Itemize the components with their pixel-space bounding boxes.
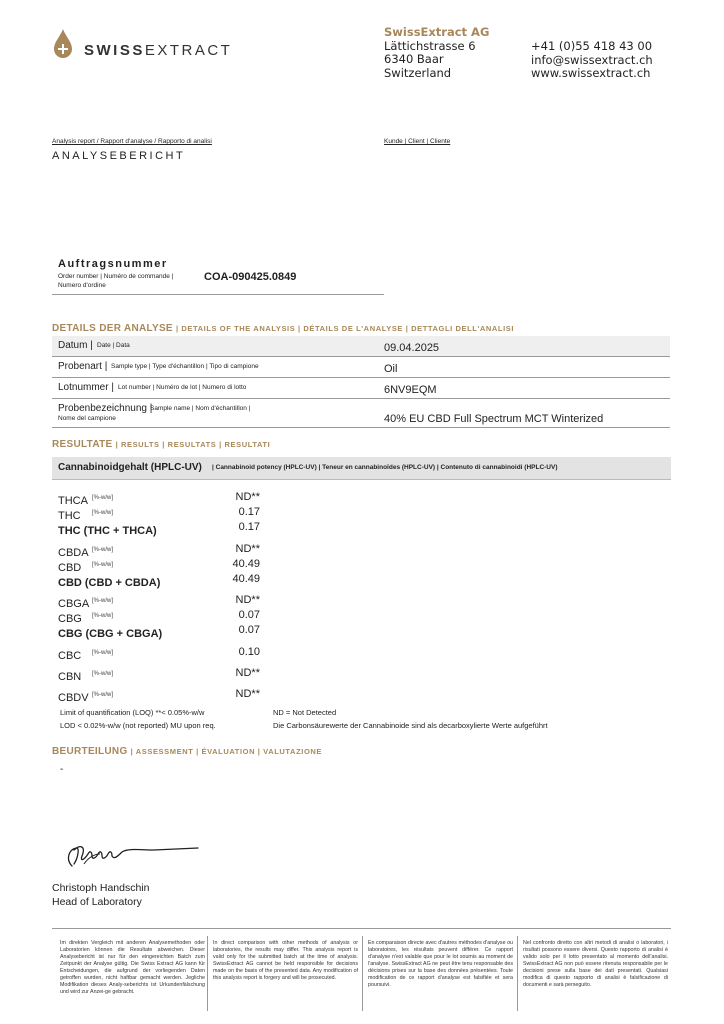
result-row: CBD (CBD + CBDA) 40.49 [58,573,260,589]
result-row: CBG [%-w/w] 0.07 [58,609,260,625]
report-title: ANALYSEBERICHT [52,150,186,162]
company-email: info@swissextract.ch [531,52,653,67]
order-block [52,258,384,295]
company-logo [52,28,252,64]
details-row-sample-type: Probenart | Sample type | Type d'échantillon | Tipo di campione Oil [52,357,670,378]
report-label: Analysis report / Rapport d'analyse / Rapporto di analisi [52,138,212,145]
result-row: THC (THC + THCA) 0.17 [58,521,260,537]
result-row: CBDV [%-w/w] ND** [58,688,260,704]
logo-wordmark: SWISSEXTRACT [84,42,233,59]
note-loq: Limit of quantification (LOQ) **< 0.05%-w/w [60,708,205,717]
signatory-role: Head of Laboratory [52,896,142,908]
footer-disclaimer-en: In direct comparison with other methods of analysis or laboratories, the results may differ. This analysis report is valid only for the submitted batch at the time of analysis. SwissExtract AG cannot be held responsible for decisions made on the basis of the presented data. Any modification of this analysis report is forgery and will be prosecuted. [213,940,358,981]
client-label: Kunde | Client | Cliente [384,138,451,145]
footer-disclaimer-it: Nel confronto diretto con altri metodi di analisi o laboratori, i risultati possono essere diversi. Questo rapporto di analisi è valido solo per il lotto presentato al momento dell'analisi. SwissExtract AG non può essere ritenuta responsabile per le decisioni prese sulla base dei dati presentati. Qualsiasi modifica di questo rapporto di analisi è falsificazione di documenti e sarà perseguito. [523,940,668,988]
result-row: CBGA [%-w/w] ND** [58,594,260,610]
details-table [52,336,670,428]
order-title: Auftragsnummer [58,258,168,270]
result-row: THCA [%-w/w] ND** [58,491,260,507]
company-contact [531,40,653,81]
signature-mark [54,838,204,878]
assessment-section-title: BEURTEILUNG | ASSESSMENT | ÉVALUATION | VALUTAZIONE [52,746,322,757]
company-name: SwissExtract AG [384,25,490,39]
result-row: CBN [%-w/w] ND** [58,667,260,683]
note-nd: ND = Not Detected [273,708,337,717]
company-country: Switzerland [384,65,452,80]
details-row-lot: Lotnummer | Lot number | Numéro de lot | Numero di lotto 6NV9EQM [52,378,670,399]
results-section-title: RESULTATE | RESULTS | RESULTATS | RESULTATI [52,439,271,450]
details-section-title: DETAILS DER ANALYSE | DETAILS OF THE ANALYSIS | DÉTAILS DE L'ANALYSE | DETTAGLI DELL'ANALISI [52,323,515,334]
result-row: THC [%-w/w] 0.17 [58,506,260,522]
footer-disclaimer-fr: En comparaison directe avec d'autres méthodes d'analyse ou laboratoires, les résultats peuvent différer. Ce rapport d'analyse n'est valable que pour le lot soumis au moment de l'analyse. SwissExtract AG ne peut être tenu responsable des décisions prises sur la base des données présentées. Toute modification de ce rapport d'analyse est falsifiée et sera poursuivi. [368,940,513,988]
footer-divider [52,928,671,929]
order-sub-1: Order number | Numéro de commande | [58,273,174,280]
note-decarb: Die Carbonsäurewerte der Cannabinoide sind als decarboxylierte Werte aufgeführt [273,721,548,730]
note-lod: LOD < 0.02%-w/w (not reported) MU upon req. [60,721,216,730]
footer-sep-1 [207,936,208,1011]
company-web: www.swissextract.ch [531,66,651,80]
company-address [384,26,489,80]
details-row-sample-name: Probenbezeichnung | Sample name | Nom d'échantillon | Nome del campione 40% EU CBD Full Spectrum MCT Winterized [52,399,670,428]
signatory-name: Christoph Handschin [52,882,150,894]
company-street: Lättichstrasse 6 [384,38,476,53]
result-row: CBD [%-w/w] 40.49 [58,558,260,574]
footer-sep-2 [362,936,363,1011]
footer-sep-3 [517,936,518,1011]
result-row: CBDA [%-w/w] ND** [58,543,260,559]
result-row: CBG (CBG + CBGA) 0.07 [58,624,260,640]
details-row-date: Datum | Date | Data 09.04.2025 [52,336,670,357]
assessment-value: - [60,764,64,775]
order-sub-2: Numero d'ordine [58,282,106,289]
results-header-bar: Cannabinoidgehalt (HPLC-UV) | Cannabinoid potency (HPLC-UV) | Teneur en cannabinoïdes (HPLC-UV) | Contenuto di cannabinoidi (HPLC-UV) [52,457,671,480]
result-row: CBC [%-w/w] 0.10 [58,646,260,662]
drop-logo-icon [52,28,74,60]
order-value: COA-090425.0849 [204,271,297,283]
company-phone: +41 (0)55 418 43 00 [531,39,653,53]
company-city: 6340 Baar [384,52,444,66]
footer-disclaimer-de: Im direkten Vergleich mit anderen Analysemethoden oder Laboratorien können die Resultate abweichen. Dieser Analysebericht ist nur für den eingereichten Batch zum Zeitpunkt der Analyse gültig. Die Swiss Extract AG kann für Entscheidungen, die aufgrund der vorliegenden Daten getroffen wurden, nicht haftbar gemacht werden. Jegliche Modifikation dieses Analy-seberichts ist Urkundenfälschung und wird zur Anzei-ge gebracht. [60,940,205,995]
